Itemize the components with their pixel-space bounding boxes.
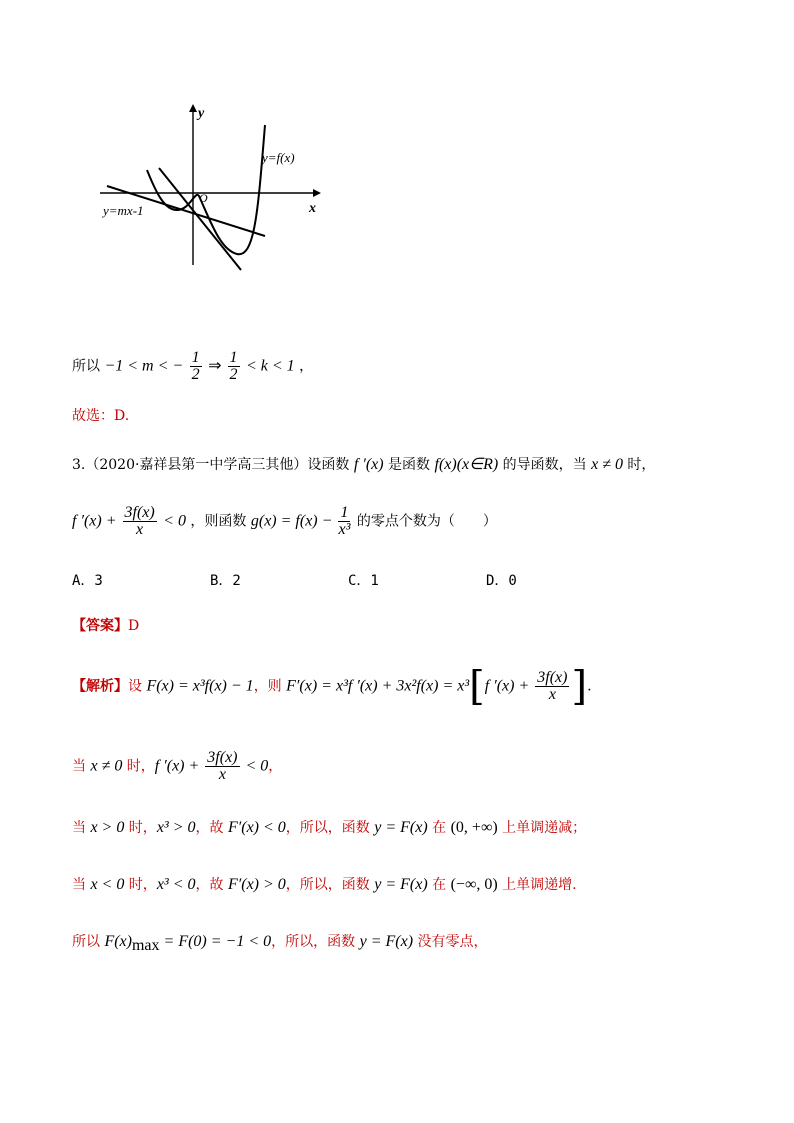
s3-c: 时，	[124, 877, 157, 893]
s2-k: 上单调递减；	[497, 820, 587, 836]
s1-e: < 0	[241, 757, 269, 775]
s2-b: x > 0	[90, 819, 125, 836]
s2-f: F′(x) < 0	[227, 819, 286, 836]
s3-j: (−∞, 0)	[450, 876, 498, 893]
s3-b: x < 0	[90, 876, 125, 893]
q3-text-c2: ，则函数	[190, 513, 251, 530]
s1-f: ，	[268, 758, 283, 775]
s3-e: ，故	[195, 877, 228, 893]
option-a: A．3	[72, 573, 103, 589]
right-bracket: ]	[571, 663, 588, 710]
frac-num: 1	[340, 504, 349, 521]
choose-line	[72, 406, 129, 426]
s1-fraction	[205, 750, 239, 783]
s1-d: f ′(x) +	[154, 757, 204, 775]
s3-f: F′(x) > 0	[227, 876, 286, 893]
q3-math-d2: g(x) = f(x) −	[250, 512, 337, 530]
frac-num: 1	[191, 349, 200, 366]
option-c: C．1	[348, 573, 379, 589]
s1-b: x ≠ 0	[90, 757, 123, 775]
analysis-fraction	[535, 670, 569, 703]
step-1	[72, 750, 282, 783]
s1-c: 时，	[122, 758, 155, 775]
s4-a: 所以	[72, 934, 105, 950]
q3-text-e: 的导函数，当	[498, 457, 592, 473]
math-tail: < k < 1	[245, 357, 295, 375]
q3-fraction-1	[123, 505, 157, 538]
analysis-line	[72, 663, 592, 710]
answer-tag: 【答案】	[72, 618, 128, 634]
question-3-line-1	[72, 455, 655, 475]
s4-d: ，所以，函数	[271, 934, 360, 950]
s3-a: 当	[72, 877, 91, 893]
s4-c: = F(0) = −1 < 0	[159, 933, 272, 950]
step-4	[72, 932, 488, 956]
analysis-dot: .	[587, 678, 592, 695]
left-bracket: [	[469, 663, 485, 710]
frac-num: 1	[229, 349, 238, 366]
frac-den: 2	[229, 366, 238, 383]
x-axis-label: x	[309, 201, 316, 216]
q3-text-c: 是函数	[383, 457, 435, 473]
option-d: D．0	[486, 573, 517, 589]
option-b: B．2	[210, 573, 241, 589]
s2-d: x³ > 0	[156, 819, 196, 836]
s2-h: y = F(x)	[374, 819, 428, 836]
curve-f	[147, 125, 265, 254]
analysis-math-b: F(x) = x³f(x) − 1	[146, 677, 254, 695]
line-m-label: y=mx-1	[103, 203, 144, 218]
s4-f: 没有零点，	[413, 934, 488, 950]
q3-math-b2: < 0	[163, 512, 186, 530]
frac-den: x	[136, 521, 144, 538]
frac-num: 3f(x)	[537, 669, 568, 686]
q3-math-b: f ′(x)	[353, 456, 384, 473]
q3-math-d: f(x)(x∈R)	[434, 456, 499, 473]
frac-den: x	[218, 766, 226, 783]
function-graph-figure	[95, 100, 325, 275]
q3-text-g: 时，	[622, 457, 656, 473]
text-prefix: 所以	[72, 358, 100, 375]
math-expr: −1 < m < −	[104, 357, 184, 375]
s2-e: ，故	[195, 820, 228, 836]
y-axis-arrow	[189, 104, 197, 112]
analysis-math-e: f ′(x) +	[484, 677, 534, 695]
fraction-half-1	[190, 350, 202, 383]
s2-j: (0, +∞)	[450, 819, 498, 836]
q3-math-a: f ′(x) +	[72, 512, 121, 530]
answer-value: D	[128, 618, 140, 634]
curve-f-label: y=f(x)	[262, 150, 295, 165]
analysis-math-d: F′(x) = x³f ′(x) + 3x²f(x) = x³	[286, 677, 470, 695]
x-axis-arrow	[313, 189, 321, 197]
step-3	[72, 875, 577, 895]
s3-d: x³ < 0	[156, 876, 196, 893]
choose-value: D.	[114, 408, 130, 424]
s3-k: 上单调递增.	[497, 877, 577, 893]
answer-line	[72, 616, 139, 636]
s2-c: 时，	[124, 820, 157, 836]
conclusion-m-range	[72, 350, 313, 383]
analysis-tag: 【解析】	[72, 678, 128, 695]
s4-b: F(x)	[104, 933, 132, 950]
question-3-line-2	[72, 505, 497, 538]
fraction-half-2	[228, 350, 240, 383]
choose-label: 故选：	[72, 408, 114, 424]
q3-text-e2: 的零点个数为（ ）	[356, 513, 497, 530]
line-tangent	[159, 168, 241, 270]
origin-label: O	[199, 191, 208, 205]
analysis-text-a: 设	[128, 678, 147, 695]
frac-den: x³	[338, 521, 351, 538]
s3-g: ，所以，函数	[285, 877, 375, 893]
frac-num: 3f(x)	[207, 749, 238, 766]
comma: ，	[299, 358, 314, 375]
s2-i: 在	[427, 820, 451, 836]
analysis-text-c: ，则	[253, 678, 287, 695]
frac-den: x	[548, 686, 556, 703]
s4-sub-max: max	[131, 936, 160, 954]
step-2	[72, 818, 586, 838]
q3-text-a: 3.（2020·嘉祥县第一中学高三其他）设函数	[72, 457, 354, 473]
frac-num: 3f(x)	[124, 504, 155, 521]
s2-a: 当	[72, 820, 91, 836]
q3-fraction-2	[338, 505, 350, 538]
q3-math-f: x ≠ 0	[591, 456, 623, 473]
y-axis-label: y	[198, 106, 205, 121]
s2-g: ，所以，函数	[285, 820, 375, 836]
s4-e: y = F(x)	[359, 933, 414, 950]
implies-arrow: ⇒	[208, 357, 226, 375]
s1-a: 当	[72, 758, 91, 775]
s3-h: y = F(x)	[374, 876, 428, 893]
frac-den: 2	[191, 366, 200, 383]
s3-i: 在	[427, 877, 451, 893]
